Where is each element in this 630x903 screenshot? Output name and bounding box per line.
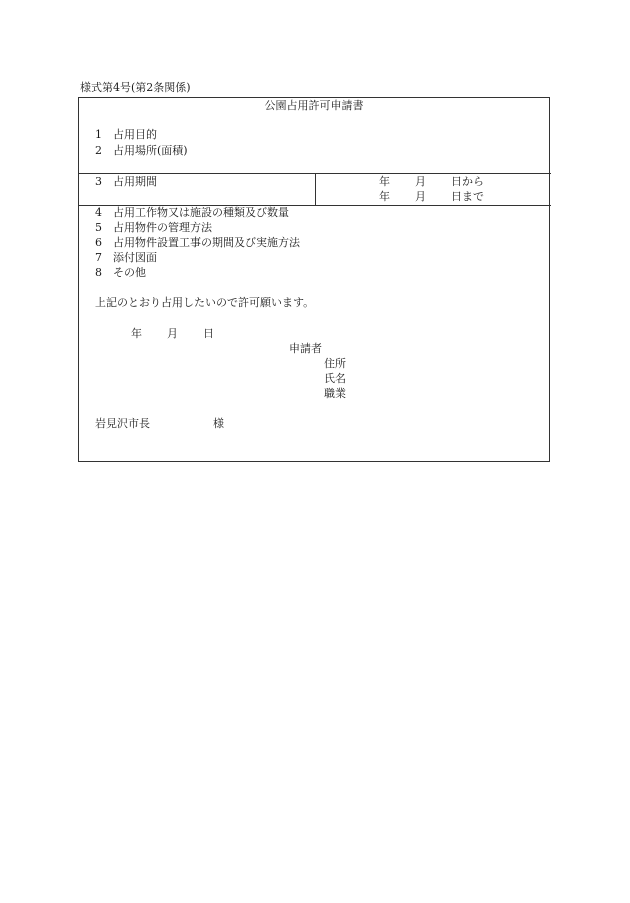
- addressee-honorific: 様: [213, 417, 224, 430]
- item-purpose: [95, 128, 157, 142]
- item-number: 1: [95, 128, 102, 141]
- period-from-year: 年: [379, 175, 390, 188]
- date-day: 日: [203, 327, 214, 340]
- item-number: 8: [95, 266, 102, 279]
- application-date: [131, 327, 214, 341]
- item-label: 占用工作物又は施設の種類及び数量: [113, 206, 289, 219]
- item-attached-drawings: [95, 251, 157, 265]
- item-label: 占用期間: [113, 175, 157, 188]
- applicant-name-label: 氏名: [324, 372, 346, 385]
- period-from: [379, 175, 484, 189]
- applicant-heading: 申請者: [289, 342, 322, 355]
- item-number: 6: [95, 236, 102, 249]
- item-number: 5: [95, 221, 102, 234]
- period-from-month: 月: [415, 175, 426, 188]
- item-number: 4: [95, 206, 102, 219]
- period-row-divider: [315, 173, 316, 205]
- form-number: 様式第4号(第2条関係): [80, 81, 191, 94]
- item-location: [95, 144, 188, 158]
- item-construction-period: [95, 236, 300, 250]
- date-year: 年: [131, 327, 142, 340]
- request-statement: 上記のとおり占用したいので許可願います。: [95, 296, 315, 309]
- item-label: 占用目的: [113, 128, 157, 141]
- addressee-name: 岩見沢市長: [95, 417, 150, 430]
- item-label: 占用物件の管理方法: [113, 221, 212, 234]
- period-to: [379, 190, 484, 204]
- item-number: 3: [95, 175, 102, 188]
- period-to-month: 月: [415, 190, 426, 203]
- applicant-occupation-label: 職業: [324, 387, 346, 400]
- item-other: [95, 266, 146, 280]
- form-title: 公園占用許可申請書: [264, 99, 364, 112]
- period-from-day: 日から: [451, 175, 484, 188]
- period-to-day: 日まで: [451, 190, 484, 203]
- item-management-method: [95, 221, 212, 235]
- date-month: 月: [167, 327, 178, 340]
- item-label: 添付図面: [113, 251, 157, 264]
- item-number: 7: [95, 251, 102, 264]
- item-label: その他: [113, 266, 146, 279]
- applicant-address-label: 住所: [324, 357, 346, 370]
- item-label: 占用場所(面積): [113, 144, 188, 157]
- item-period: [95, 175, 157, 189]
- item-facility-type: [95, 206, 289, 220]
- period-to-year: 年: [379, 190, 390, 203]
- item-label: 占用物件設置工事の期間及び実施方法: [113, 236, 300, 249]
- item-number: 2: [95, 144, 102, 157]
